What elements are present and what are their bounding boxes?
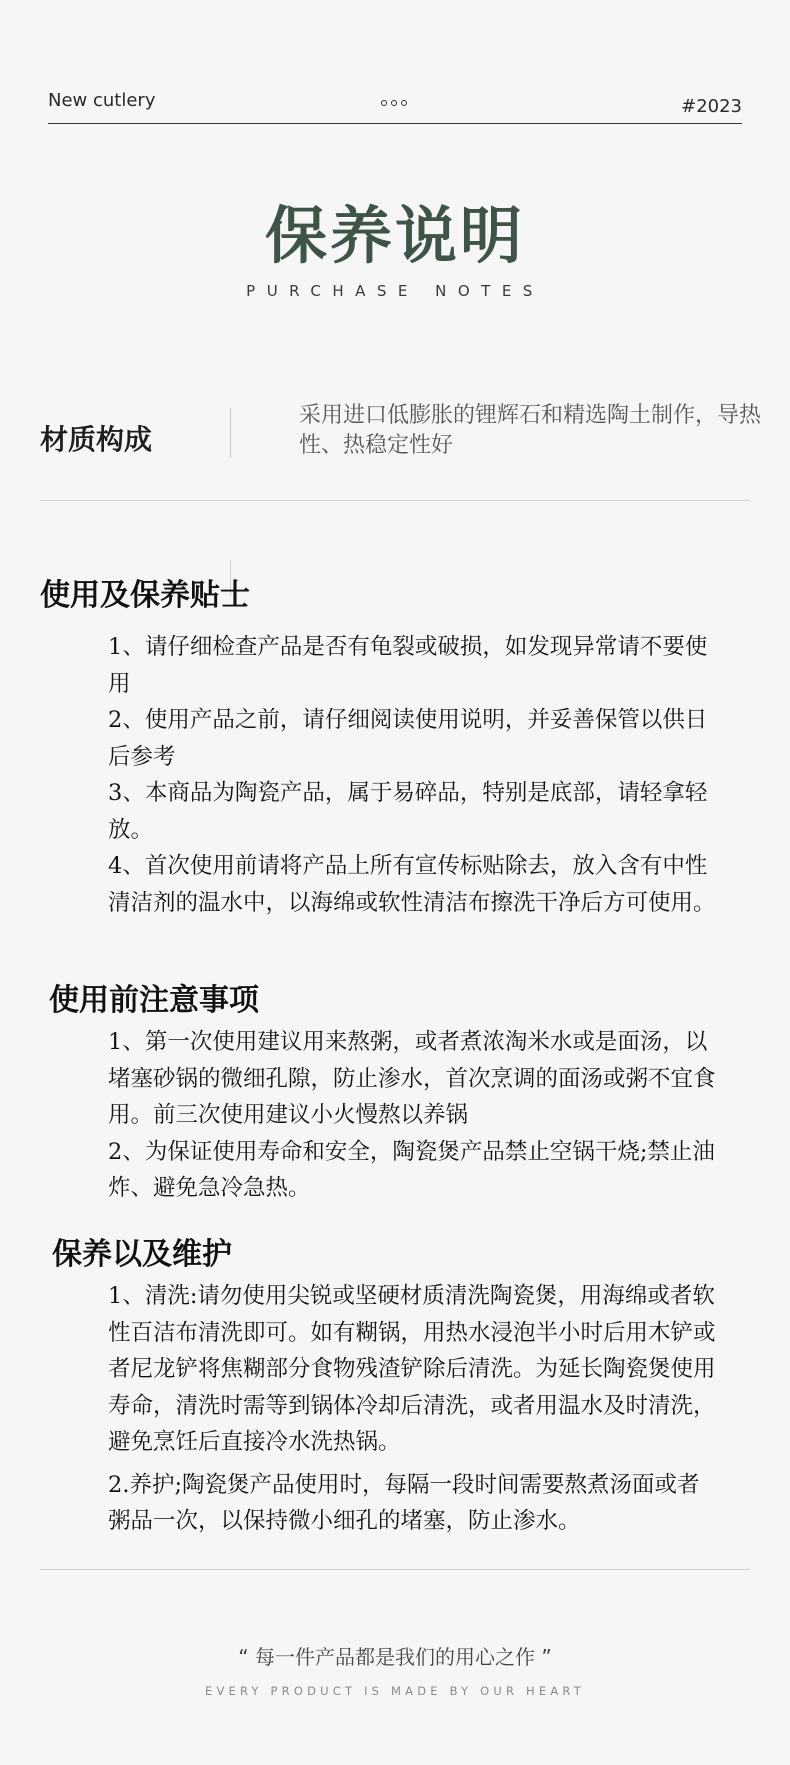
precaution-paragraph: 1、第一次使用建议用来熬粥，或者煮浓淘米水或是面汤，以堵塞砂锅的微细孔隙，防止渗水，首次烹调的面汤或粥不宜食用。前三次使用建议小火慢熬以养锅 bbox=[108, 1029, 716, 1128]
section-title-maintenance: 保养以及维护 bbox=[52, 1237, 232, 1272]
tip-paragraph: 4、首次使用前请将产品上所有宣传标贴除去，放入含有中性清洁剂的温水中，以海绵或软性清洁布擦洗干净后方可使用。 bbox=[108, 853, 716, 916]
material-divider bbox=[230, 408, 231, 458]
maintenance-paragraph: 2.养护;陶瓷煲产品使用时，每隔一段时间需要熬煮汤面或者粥品一次，以保持微小细孔的堵塞，防止渗水。 bbox=[108, 1471, 700, 1534]
footer-quote-english: EVERY PRODUCT IS MADE BY OUR HEART bbox=[204, 1684, 586, 1698]
section-title-usage-tips: 使用及保养贴士 bbox=[40, 578, 250, 613]
dot-icon bbox=[381, 100, 387, 106]
precaution-paragraph: 2、为保证使用寿命和安全，陶瓷煲产品禁止空锅干烧;禁止油炸、避免急冷急热。 bbox=[108, 1138, 715, 1201]
tip-paragraph: 1、请仔细检查产品是否有龟裂或破损，如发现异常请不要使用 bbox=[108, 634, 708, 697]
page-title: 保养说明 bbox=[264, 199, 525, 272]
maintenance-paragraph: 1、清洗:请勿使用尖锐或坚硬材质清洗陶瓷煲，用海绵或者软性百洁布清洗即可。如有糊锅，用热水浸泡半小时后用木铲或者尼龙铲将焦糊部分食物残渣铲除后清洗。为延长陶瓷煲使用寿命，清洗时需等到锅体冷却后清洗，或者用温水及时清洗，避免烹饪后直接冷水洗热锅。 bbox=[108, 1283, 716, 1455]
tip-paragraph: 2、使用产品之前，请仔细阅读使用说明，并妥善保管以供日后参考 bbox=[108, 707, 708, 770]
section-divider bbox=[40, 500, 750, 501]
material-text: 采用进口低膨胀的锂辉石和精选陶土制作，导热性、热稳定性好 bbox=[299, 403, 762, 458]
section-title-precautions: 使用前注意事项 bbox=[49, 983, 259, 1018]
section-body-maintenance bbox=[108, 1278, 716, 1540]
footer-quote: “ 每一件产品都是我们的用心之作 ” bbox=[238, 1645, 552, 1669]
tip-paragraph: 3、本商品为陶瓷产品，属于易碎品，特别是底部，请轻拿轻放。 bbox=[108, 780, 708, 843]
footer-divider bbox=[40, 1569, 750, 1570]
material-label: 材质构成 bbox=[40, 423, 153, 456]
dots-ornament bbox=[381, 100, 407, 106]
year-label: #2023 bbox=[681, 96, 742, 117]
section-body-precautions bbox=[108, 1024, 716, 1207]
section-body-usage-tips bbox=[108, 629, 716, 921]
dot-icon bbox=[391, 100, 397, 106]
brand-label: New cutlery bbox=[48, 90, 156, 111]
header-divider bbox=[48, 123, 742, 124]
page-subtitle: PURCHASE NOTES bbox=[246, 282, 544, 300]
dot-icon bbox=[401, 100, 407, 106]
